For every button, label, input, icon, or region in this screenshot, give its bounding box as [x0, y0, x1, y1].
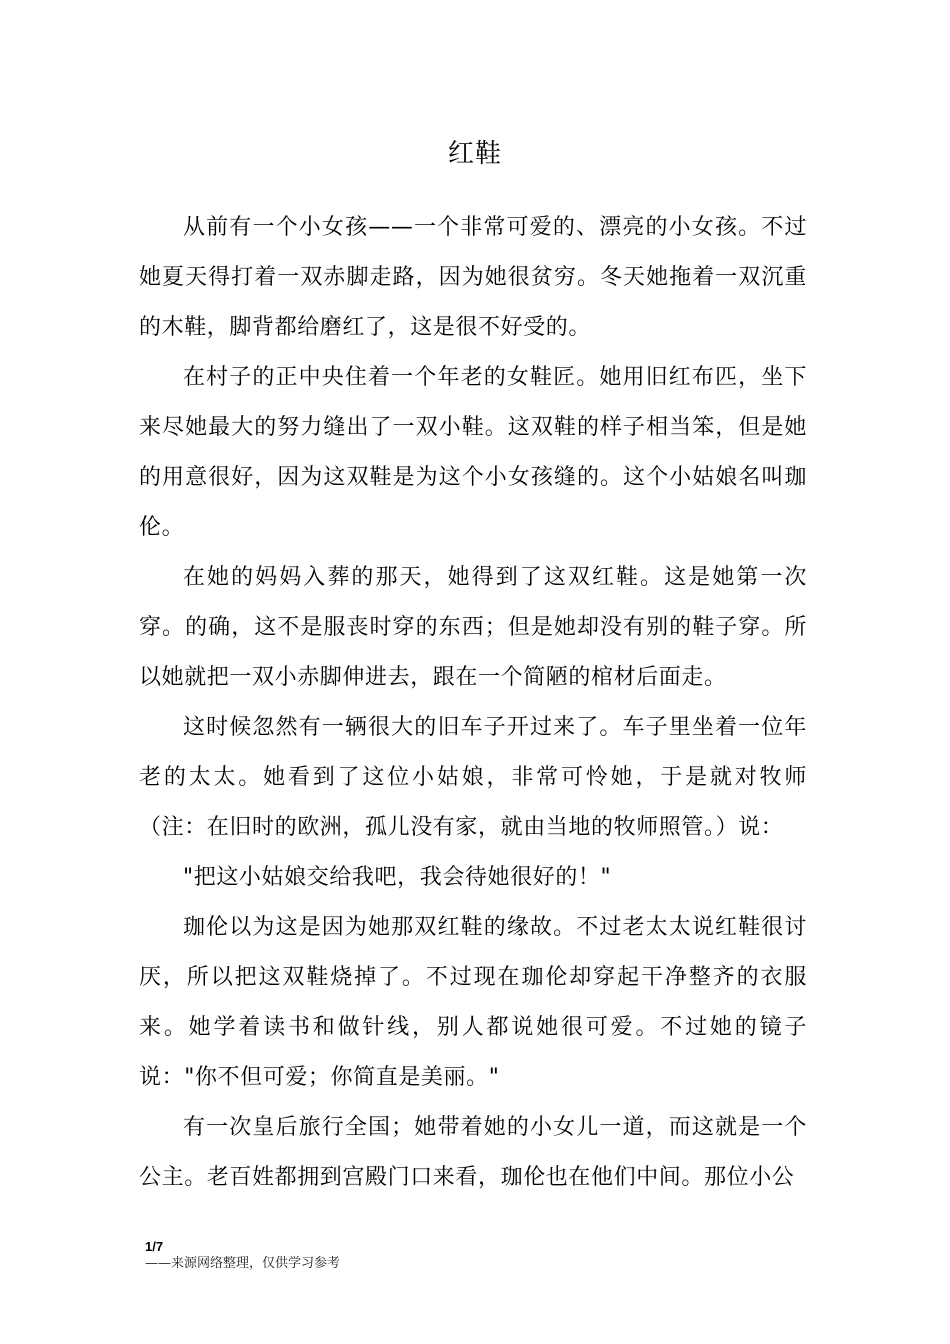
- page-footer: [145, 1239, 545, 1273]
- document-body: [139, 203, 807, 1203]
- paragraph: 这时候忽然有一辆很大的旧车子开过来了。车子里坐着一位年老的太太。她看到了这位小姑娘，非常可怜她，于是就对牧师（注：在旧时的欧洲，孤儿没有家，就由当地的牧师照管。）说：: [139, 715, 807, 840]
- paragraph: 在村子的正中央住着一个年老的女鞋匠。她用旧红布匹，坐下来尽她最大的努力缝出了一双小鞋。这双鞋的样子相当笨，但是她的用意很好，因为这双鞋是为这个小女孩缝的。这个小姑娘名叫珈伦。: [139, 365, 807, 540]
- paragraph: 从前有一个小女孩——一个非常可爱的、漂亮的小女孩。不过她夏天得打着一双赤脚走路，因为她很贫穷。冬天她拖着一双沉重的木鞋，脚背都给磨红了，这是很不好受的。: [139, 215, 807, 340]
- page-number: 1/7: [145, 1239, 164, 1254]
- paragraph: "把这小姑娘交给我吧，我会待她很好的！": [183, 865, 612, 890]
- paragraph: 珈伦以为这是因为她那双红鞋的缘故。不过老太太说红鞋很讨厌，所以把这双鞋烧掉了。不过现在珈伦却穿起干净整齐的衣服来。她学着读书和做针线，别人都说她很可爱。不过她的镜子说："你不但可爱；你简直是美丽。": [139, 915, 807, 1090]
- source-note: ——来源网络整理，仅供学习参考: [145, 1256, 341, 1271]
- paragraph: 有一次皇后旅行全国；她带着她的小女儿一道，而这就是一个公主。老百姓都拥到宫殿门口来看，珈伦也在他们中间。那位小公: [139, 1115, 807, 1190]
- document-title: 红鞋: [447, 139, 502, 169]
- paragraph: 在她的妈妈入葬的那天，她得到了这双红鞋。这是她第一次穿。的确，这不是服丧时穿的东西；但是她却没有别的鞋子穿。所以她就把一双小赤脚伸进去，跟在一个简陋的棺材后面走。: [139, 565, 807, 690]
